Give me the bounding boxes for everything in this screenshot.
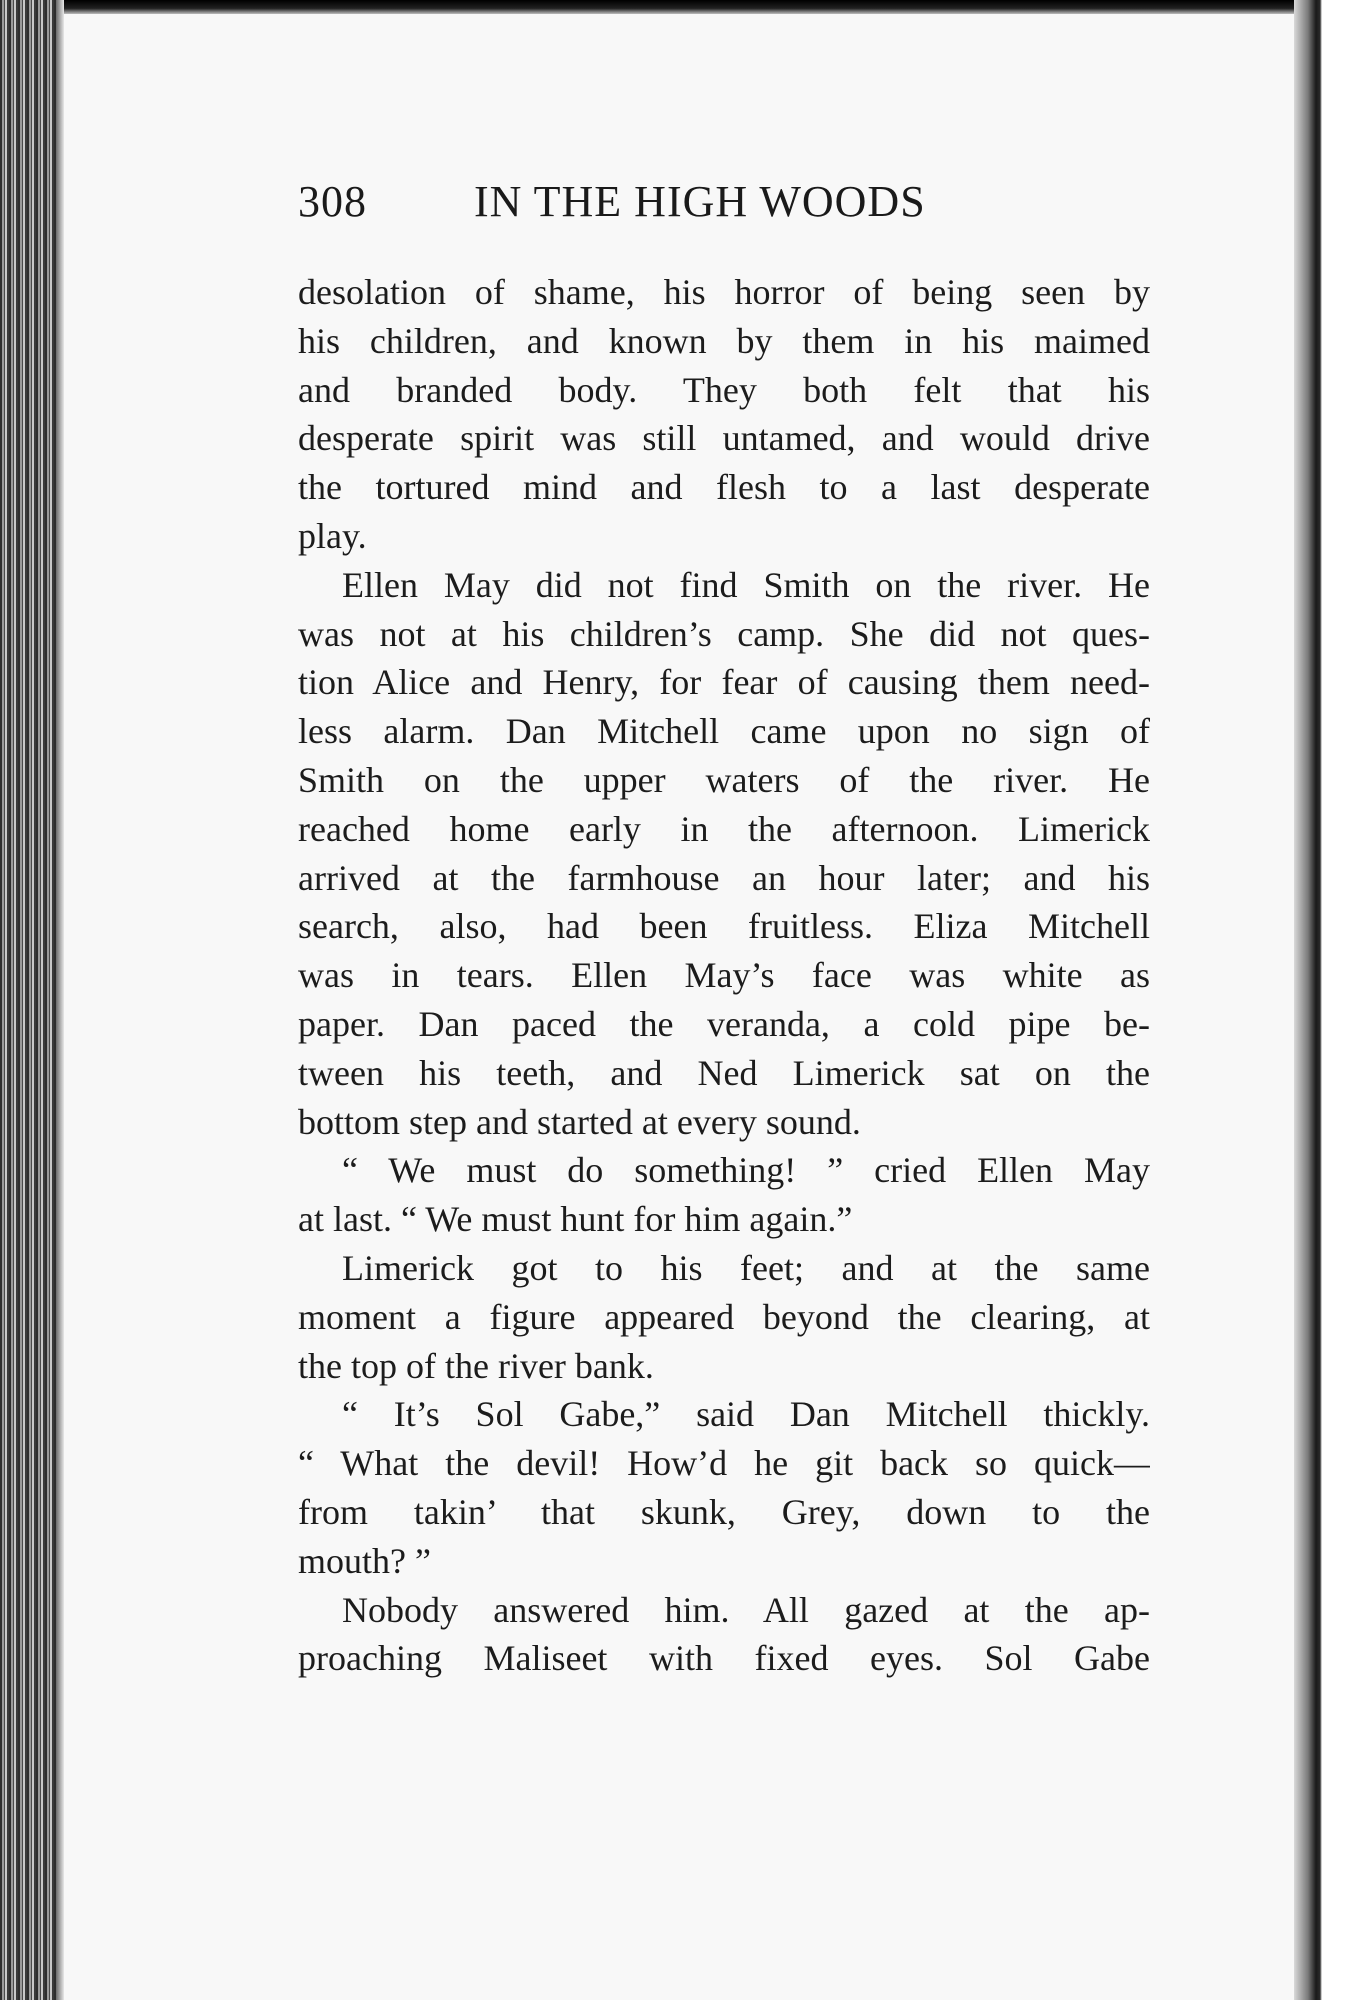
text-line: tion Alice and Henry, for fear of causing them need- [298, 662, 1150, 703]
text-line: “ We must do something! ” cried Ellen May [342, 1150, 1150, 1191]
text-line: his children, and known by them in his maimed [298, 320, 1150, 361]
text-line: tween his teeth, and Ned Limerick sat on the [298, 1052, 1150, 1093]
page-edge-stack [0, 0, 64, 2000]
text-line: was in tears. Ellen May’s face was white as [298, 955, 1150, 996]
running-header [298, 176, 1198, 232]
text-line: the tortured mind and flesh to a last desperate [298, 467, 1150, 508]
text-line: “ It’s Sol Gabe,” said Dan Mitchell thickly. [342, 1394, 1150, 1435]
text-line: Limerick got to his feet; and at the same [342, 1247, 1150, 1288]
text-line: Nobody answered him. All gazed at the ap- [342, 1589, 1150, 1630]
text-line: the top of the river bank. [298, 1345, 654, 1386]
text-line: paper. Dan paced the veranda, a cold pipe be- [298, 1003, 1150, 1044]
text-line: Ellen May did not find Smith on the river. He [342, 564, 1150, 605]
text-line: play. [298, 515, 367, 556]
text-line: moment a figure appeared beyond the clearing, at [298, 1296, 1150, 1337]
text-line: from takin’ that skunk, Grey, down to the [298, 1491, 1150, 1532]
text-line: at last. “ We must hunt for him again.” [298, 1199, 853, 1240]
running-title: IN THE HIGH WOODS [474, 177, 926, 226]
text-line: search, also, had been fruitless. Eliza Mitchell [298, 906, 1150, 947]
text-line: bottom step and started at every sound. [298, 1101, 861, 1142]
page-number: 308 [298, 177, 367, 226]
text-line: desolation of shame, his horror of being seen by [298, 272, 1150, 312]
text-line: and branded body. They both felt that his [298, 369, 1150, 410]
book-gutter [1294, 0, 1352, 2000]
text-line: Smith on the upper waters of the river. He [298, 759, 1150, 800]
text-line: reached home early in the afternoon. Limerick [298, 808, 1150, 849]
text-line: desperate spirit was still untamed, and would drive [298, 418, 1150, 459]
text-line: was not at his children’s camp. She did not ques- [298, 613, 1150, 654]
text-line: mouth? ” [298, 1540, 431, 1581]
top-edge [0, 0, 1352, 14]
text-line: “ What the devil! How’d he git back so quick— [298, 1443, 1150, 1484]
text-line: proaching Maliseet with fixed eyes. Sol Gabe [298, 1638, 1150, 1679]
text-line: arrived at the farmhouse an hour later; and his [298, 857, 1150, 898]
text-line: less alarm. Dan Mitchell came upon no sign of [298, 711, 1150, 752]
body-text [298, 268, 1150, 1683]
